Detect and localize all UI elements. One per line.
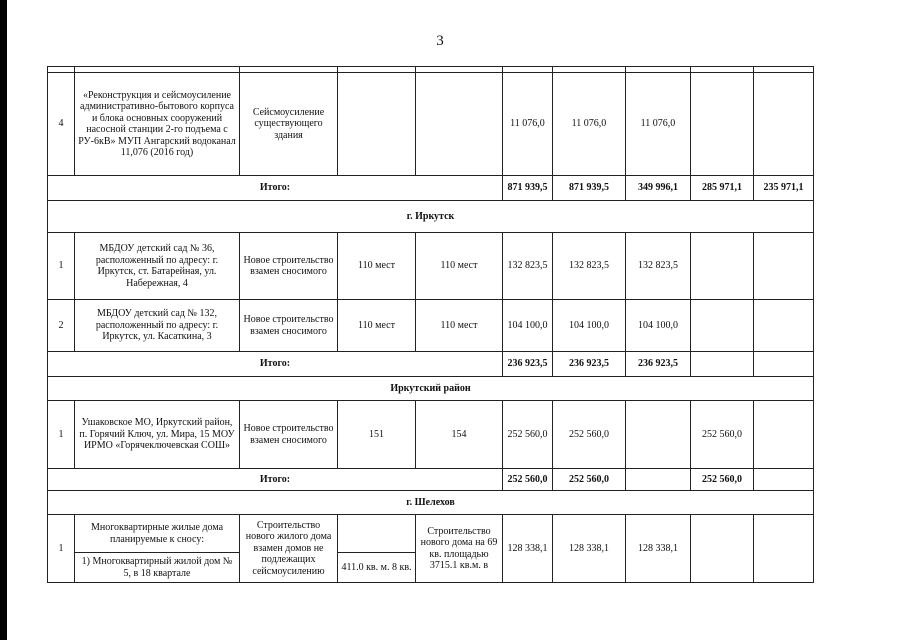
capacity-after: Строительство нового дома на 69 кв. площадью 3715.1 кв.м. в	[416, 515, 503, 583]
year-amount-y1: 252 560,0	[553, 401, 626, 469]
row-number: 1	[48, 401, 75, 469]
capacity-after	[416, 73, 503, 176]
year-total-y4	[754, 352, 814, 377]
year-total-y2: 349 996,1	[626, 176, 691, 201]
total-cost: 252 560,0	[503, 401, 553, 469]
object-name: МБДОУ детский сад № 36, расположенный по адресу: г. Иркутск, ст. Батарейная, ул. Набережная, 4	[75, 233, 240, 300]
year-total-y3: 285 971,1	[691, 176, 754, 201]
year-amount-y2: 11 076,0	[626, 73, 691, 176]
year-amount-y4	[754, 233, 814, 300]
year-amount-y1: 132 823,5	[553, 233, 626, 300]
capacity-before	[338, 73, 416, 176]
object-name: МБДОУ детский сад № 132, расположенный по адресу: г. Иркутск, ул. Касаткина, 3	[75, 300, 240, 352]
year-amount-y4	[754, 401, 814, 469]
total-cost: 871 939,5	[503, 176, 553, 201]
year-amount-y2: 128 338,1	[626, 515, 691, 583]
year-total-y4	[754, 469, 814, 491]
table-row	[48, 73, 814, 176]
table-row	[48, 300, 814, 352]
row-number: 2	[48, 300, 75, 352]
program-table	[47, 66, 814, 583]
year-amount-y3	[691, 300, 754, 352]
year-amount-y4	[754, 73, 814, 176]
section-row	[48, 377, 814, 401]
row-number: 1	[48, 515, 75, 583]
year-amount-y2	[626, 401, 691, 469]
section-title: г. Иркутск	[48, 201, 814, 233]
total-label: Итого:	[48, 352, 503, 377]
page-number: 3	[436, 33, 444, 49]
row-number: 1	[48, 233, 75, 300]
year-total-y2	[626, 469, 691, 491]
capacity-after: 110 мест	[416, 233, 503, 300]
work-type: Новое строительство взамен сносимого	[240, 401, 338, 469]
capacity-before-sub: 411.0 кв. м. 8 кв.	[338, 553, 416, 583]
total-cost: 128 338,1	[503, 515, 553, 583]
year-amount-y3	[691, 233, 754, 300]
section-row	[48, 491, 814, 515]
section-row	[48, 201, 814, 233]
section-title: г. Шелехов	[48, 491, 814, 515]
total-cost: 11 076,0	[503, 73, 553, 176]
object-name: Ушаковское МО, Иркутский район, п. Горячий Ключ, ул. Мира, 15 МОУ ИРМО «Горячеключевская СОШ»	[75, 401, 240, 469]
object-name-sub: 1) Многоквартирный жилой дом № 5, в 18 квартале	[75, 553, 240, 583]
object-name: Многоквартирные жилые дома планируемые к сносу:	[75, 515, 240, 553]
total-row	[48, 352, 814, 377]
year-total-y3: 252 560,0	[691, 469, 754, 491]
work-type: Строительство нового жилого дома взамен домов не подлежащих сейсмоусилению	[240, 515, 338, 583]
row-number: 4	[48, 73, 75, 176]
year-amount-y2: 104 100,0	[626, 300, 691, 352]
work-type: Сейсмоусиление существующего здания	[240, 73, 338, 176]
year-amount-y3: 252 560,0	[691, 401, 754, 469]
total-label: Итого:	[48, 469, 503, 491]
capacity-before: 110 мест	[338, 233, 416, 300]
capacity-after: 154	[416, 401, 503, 469]
object-name: «Реконструкция и сейсмоусиление административно-бытового корпуса и блока основных сооружений насосной станции 2-го подъема с РУ-6кВ» МУП Ангарский водоканал 11,076 (2016 год)	[75, 73, 240, 176]
year-amount-y4	[754, 515, 814, 583]
total-label: Итого:	[48, 176, 503, 201]
year-amount-y1: 11 076,0	[553, 73, 626, 176]
total-cost: 132 823,5	[503, 233, 553, 300]
table-row	[48, 401, 814, 469]
year-total-y2: 236 923,5	[626, 352, 691, 377]
table-row	[48, 233, 814, 300]
year-amount-y1: 128 338,1	[553, 515, 626, 583]
capacity-after: 110 мест	[416, 300, 503, 352]
capacity-before: 110 мест	[338, 300, 416, 352]
total-cost: 236 923,5	[503, 352, 553, 377]
section-title: Иркутский район	[48, 377, 814, 401]
scan-left-border	[0, 0, 7, 640]
total-cost: 104 100,0	[503, 300, 553, 352]
total-row	[48, 469, 814, 491]
work-type: Новое строительство взамен сносимого	[240, 300, 338, 352]
table-row	[48, 515, 814, 553]
year-amount-y3	[691, 73, 754, 176]
year-total-y4: 235 971,1	[754, 176, 814, 201]
year-amount-y3	[691, 515, 754, 583]
year-total-y1: 871 939,5	[553, 176, 626, 201]
total-row	[48, 176, 814, 201]
capacity-before	[338, 515, 416, 553]
year-amount-y1: 104 100,0	[553, 300, 626, 352]
capacity-before: 151	[338, 401, 416, 469]
year-total-y1: 252 560,0	[553, 469, 626, 491]
year-total-y1: 236 923,5	[553, 352, 626, 377]
total-cost: 252 560,0	[503, 469, 553, 491]
year-amount-y2: 132 823,5	[626, 233, 691, 300]
year-amount-y4	[754, 300, 814, 352]
work-type: Новое строительство взамен сносимого	[240, 233, 338, 300]
year-total-y3	[691, 352, 754, 377]
